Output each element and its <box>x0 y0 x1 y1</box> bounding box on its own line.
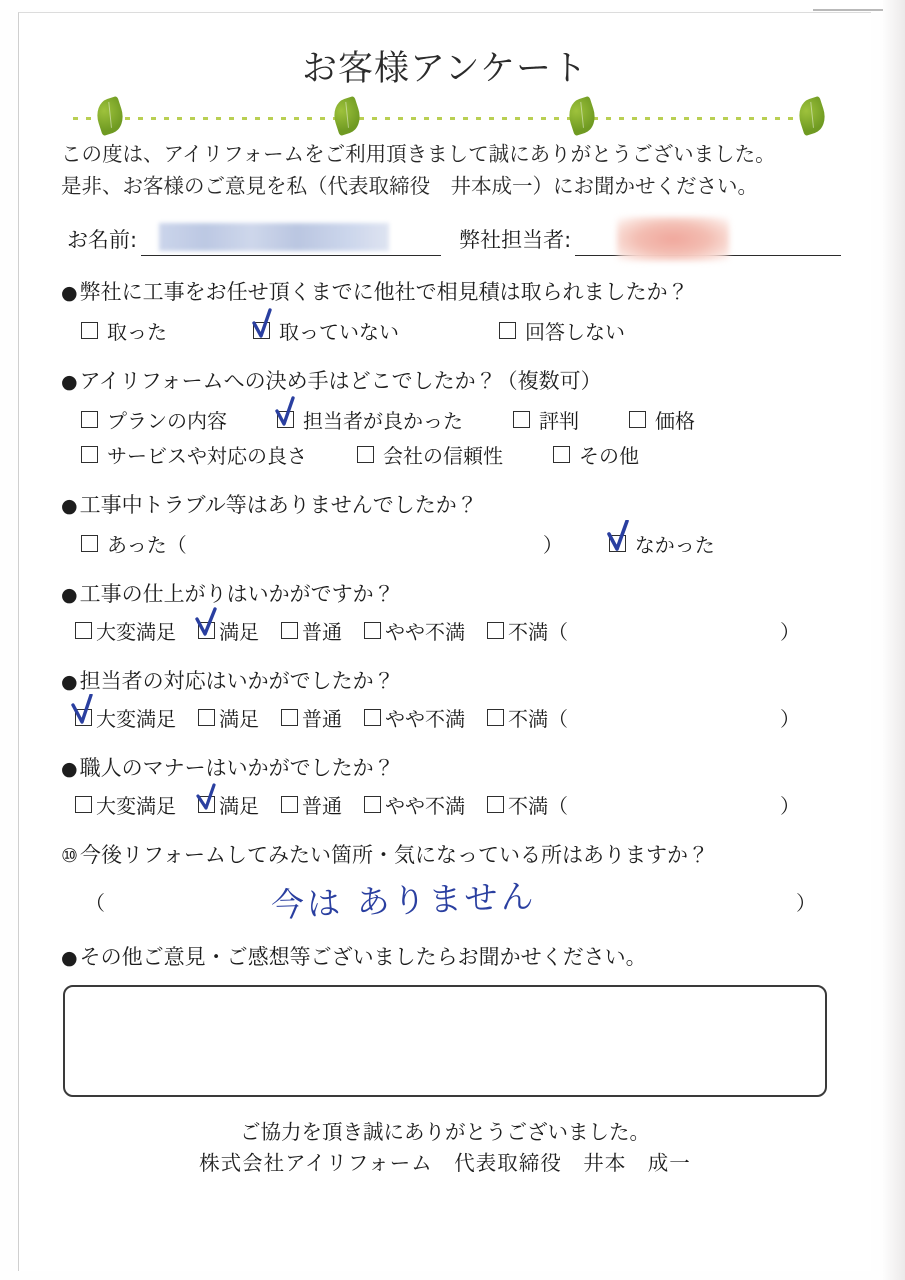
question-q8-text <box>61 941 841 971</box>
question-q3-label: 工事中トラブル等はありませんでしたか？ <box>79 492 478 517</box>
footer-thanks: ご協力を頂き誠にありがとうございました。 <box>240 1119 650 1144</box>
question-q6-label: 職人のマナーはいかがでしたか？ <box>79 755 395 780</box>
checkbox-icon[interactable] <box>75 622 92 639</box>
question-q2-text <box>61 365 841 395</box>
question-q1 <box>49 276 841 345</box>
name-field[interactable] <box>141 221 441 256</box>
checkbox-icon[interactable] <box>81 411 98 428</box>
checkbox-option-q2-2[interactable] <box>513 405 579 434</box>
footer-company: 株式会社アイリフォーム 代表取締役 井本 成一 <box>199 1151 691 1176</box>
question-q5-options <box>61 703 841 732</box>
intro-line-2: 是非、お客様のご意見を私（代表取締役 井本成一）にお聞かせください。 <box>61 173 758 198</box>
question-q2 <box>49 365 841 469</box>
checkbox-icon[interactable] <box>281 709 298 726</box>
respondent-row <box>49 221 841 256</box>
close-paren: ） <box>780 619 800 644</box>
checkbox-icon[interactable] <box>81 446 98 463</box>
checkbox-option-q5-1[interactable] <box>198 703 259 732</box>
question-q7-text <box>61 839 841 869</box>
option-label: 大変満足 <box>96 619 176 644</box>
leaf-divider <box>49 97 841 135</box>
checkbox-icon[interactable] <box>198 796 215 813</box>
checkbox-icon[interactable] <box>487 709 504 726</box>
checkbox-option-q5-4[interactable] <box>487 703 568 732</box>
checkbox-icon[interactable] <box>81 322 98 339</box>
handwritten-check-icon <box>604 520 638 554</box>
checkbox-icon[interactable] <box>487 622 504 639</box>
intro-line-1: この度は、アイリフォームをご利用頂きまして誠にありがとうございました。 <box>61 142 776 166</box>
bullet-icon: ● <box>61 757 78 780</box>
question-q3-options <box>61 529 841 558</box>
option-label: 評判 <box>539 408 579 433</box>
bullet-icon: ● <box>61 370 78 393</box>
checkbox-option-q5-2[interactable] <box>281 703 342 732</box>
question-q7 <box>49 839 841 935</box>
bullet-icon: ● <box>61 670 78 693</box>
checkbox-option-q4-3[interactable] <box>364 616 465 645</box>
scan-top-edge <box>0 0 905 10</box>
checkbox-option-q2-5[interactable] <box>357 440 503 469</box>
handwritten-check-icon <box>272 396 306 430</box>
option-label: やや不満 <box>385 706 465 731</box>
leaf-icon <box>92 96 127 136</box>
checkbox-icon[interactable] <box>364 622 381 639</box>
checkbox-option-q6-4[interactable] <box>487 790 568 819</box>
option-label: 担当者が良かった <box>303 408 463 433</box>
checkbox-option-q3-1[interactable] <box>609 529 715 558</box>
handwritten-check-icon <box>248 307 282 341</box>
leaf-icon <box>794 96 829 136</box>
footer <box>49 1117 841 1181</box>
checkbox-icon[interactable] <box>513 411 530 428</box>
checkbox-icon[interactable] <box>499 322 516 339</box>
question-q3 <box>49 489 841 558</box>
checkbox-option-q1-2[interactable] <box>499 316 625 345</box>
question-q4-text <box>61 578 841 608</box>
option-label: 普通 <box>302 793 342 818</box>
checkbox-option-q5-0[interactable] <box>75 703 176 732</box>
option-label: 不満（ <box>508 706 568 731</box>
checkbox-icon[interactable] <box>487 796 504 813</box>
checkbox-option-q6-0[interactable] <box>75 790 176 819</box>
leaf-icon <box>564 96 599 136</box>
page-title: お客様アンケート <box>302 49 588 89</box>
question-q7-answer-row[interactable] <box>61 877 841 935</box>
bullet-icon: ⑩ <box>61 844 79 867</box>
option-label: 満足 <box>219 706 259 731</box>
option-label: なかった <box>634 532 715 557</box>
dotted-line <box>73 117 817 120</box>
option-label: 大変満足 <box>96 706 176 731</box>
checkbox-option-q3-0[interactable] <box>81 529 187 558</box>
checkbox-icon[interactable] <box>281 622 298 639</box>
bullet-icon: ● <box>61 494 78 517</box>
checkbox-icon[interactable] <box>357 446 374 463</box>
redaction-blur-name <box>159 223 389 251</box>
checkbox-icon[interactable] <box>81 535 98 552</box>
option-label: あった（ <box>107 532 187 557</box>
option-label: 価格 <box>655 408 695 433</box>
option-label: 満足 <box>219 793 259 818</box>
question-q2-label: アイリフォームへの決め手はどこでしたか？（複数可） <box>79 368 602 393</box>
checkbox-icon[interactable] <box>253 322 270 339</box>
option-label: 取っていない <box>279 319 399 344</box>
checkbox-icon[interactable] <box>198 622 215 639</box>
scan-corner-mark <box>813 0 883 11</box>
option-label: 回答しない <box>525 319 625 344</box>
staff-field[interactable] <box>575 221 841 256</box>
question-q4-label: 工事の仕上がりはいかがですか？ <box>79 581 395 606</box>
option-label: 不満（ <box>508 793 568 818</box>
checkbox-option-q4-0[interactable] <box>75 616 176 645</box>
close-paren: ） <box>542 532 563 557</box>
question-q7-label: 今後リフォームしてみたい箇所・気になっている所はありますか？ <box>80 842 709 867</box>
option-label: やや不満 <box>385 619 465 644</box>
checkbox-option-q6-3[interactable] <box>364 790 465 819</box>
option-label: 普通 <box>302 619 342 644</box>
close-paren: ） <box>796 890 816 915</box>
checkbox-icon[interactable] <box>198 709 215 726</box>
option-label: やや不満 <box>385 793 465 818</box>
question-q2-options-row1 <box>61 405 841 434</box>
close-paren: ） <box>780 793 800 818</box>
question-q6 <box>49 752 841 819</box>
question-q8 <box>49 941 841 971</box>
checkbox-option-q2-1[interactable] <box>277 405 463 434</box>
close-paren: ） <box>780 706 800 731</box>
question-q1-options <box>61 316 841 345</box>
question-q5 <box>49 665 841 732</box>
option-label: 会社の信頼性 <box>383 443 503 468</box>
checkbox-icon[interactable] <box>609 535 626 552</box>
question-q5-text <box>61 665 841 695</box>
bullet-icon: ● <box>61 946 78 969</box>
checkbox-option-q2-0[interactable] <box>81 405 227 434</box>
question-q2-options-row2 <box>61 440 841 469</box>
option-label: 不満（ <box>508 619 568 644</box>
question-q8-label: その他ご意見・ご感想等ございましたらお聞かせください。 <box>79 944 647 969</box>
bullet-icon: ● <box>61 281 78 304</box>
checkbox-icon[interactable] <box>364 709 381 726</box>
questionnaire-sheet <box>18 12 871 1271</box>
option-label: 取った <box>107 319 167 344</box>
redaction-blur-staff <box>617 217 729 261</box>
checkbox-option-q2-6[interactable] <box>553 440 639 469</box>
checkbox-option-q4-1[interactable] <box>198 616 259 645</box>
leaf-icon <box>329 96 364 136</box>
checkbox-icon[interactable] <box>629 411 646 428</box>
checkbox-icon[interactable] <box>281 796 298 813</box>
scan-right-edge <box>883 0 905 1280</box>
checkbox-icon[interactable] <box>75 709 92 726</box>
checkbox-option-q2-3[interactable] <box>629 405 695 434</box>
question-q1-label: 弊社に工事をお任せ頂くまでに他社で相見積は取られましたか？ <box>79 279 689 304</box>
checkbox-option-q1-1[interactable] <box>253 316 399 345</box>
checkbox-option-q1-0[interactable] <box>81 316 167 345</box>
name-label: お名前: <box>67 227 138 252</box>
question-q4 <box>49 578 841 645</box>
question-q6-text <box>61 752 841 782</box>
checkbox-option-q2-4[interactable] <box>81 440 307 469</box>
checkbox-icon[interactable] <box>553 446 570 463</box>
option-label: その他 <box>579 443 639 468</box>
checkbox-option-q5-3[interactable] <box>364 703 465 732</box>
checkbox-icon[interactable] <box>277 411 294 428</box>
checkbox-option-q6-1[interactable] <box>198 790 259 819</box>
question-q3-text <box>61 489 841 519</box>
checkbox-icon[interactable] <box>75 796 92 813</box>
free-comment-box[interactable] <box>63 985 827 1097</box>
question-q5-label: 担当者の対応はいかがでしたか？ <box>79 668 395 693</box>
question-q6-options <box>61 790 841 819</box>
checkbox-icon[interactable] <box>364 796 381 813</box>
option-label: サービスや対応の良さ <box>107 443 307 468</box>
checkbox-option-q4-4[interactable] <box>487 616 568 645</box>
handwritten-answer: 今は ありません <box>270 875 538 925</box>
staff-label: 弊社担当者: <box>459 227 572 252</box>
checkbox-option-q4-2[interactable] <box>281 616 342 645</box>
option-label: 大変満足 <box>96 793 176 818</box>
question-q1-text <box>61 276 841 306</box>
checkbox-option-q6-2[interactable] <box>281 790 342 819</box>
intro-text <box>49 139 841 203</box>
option-label: 普通 <box>302 706 342 731</box>
question-q4-options <box>61 616 841 645</box>
option-label: 満足 <box>219 619 259 644</box>
open-paren: （ <box>85 890 105 915</box>
bullet-icon: ● <box>61 583 78 606</box>
option-label: プランの内容 <box>107 408 227 433</box>
